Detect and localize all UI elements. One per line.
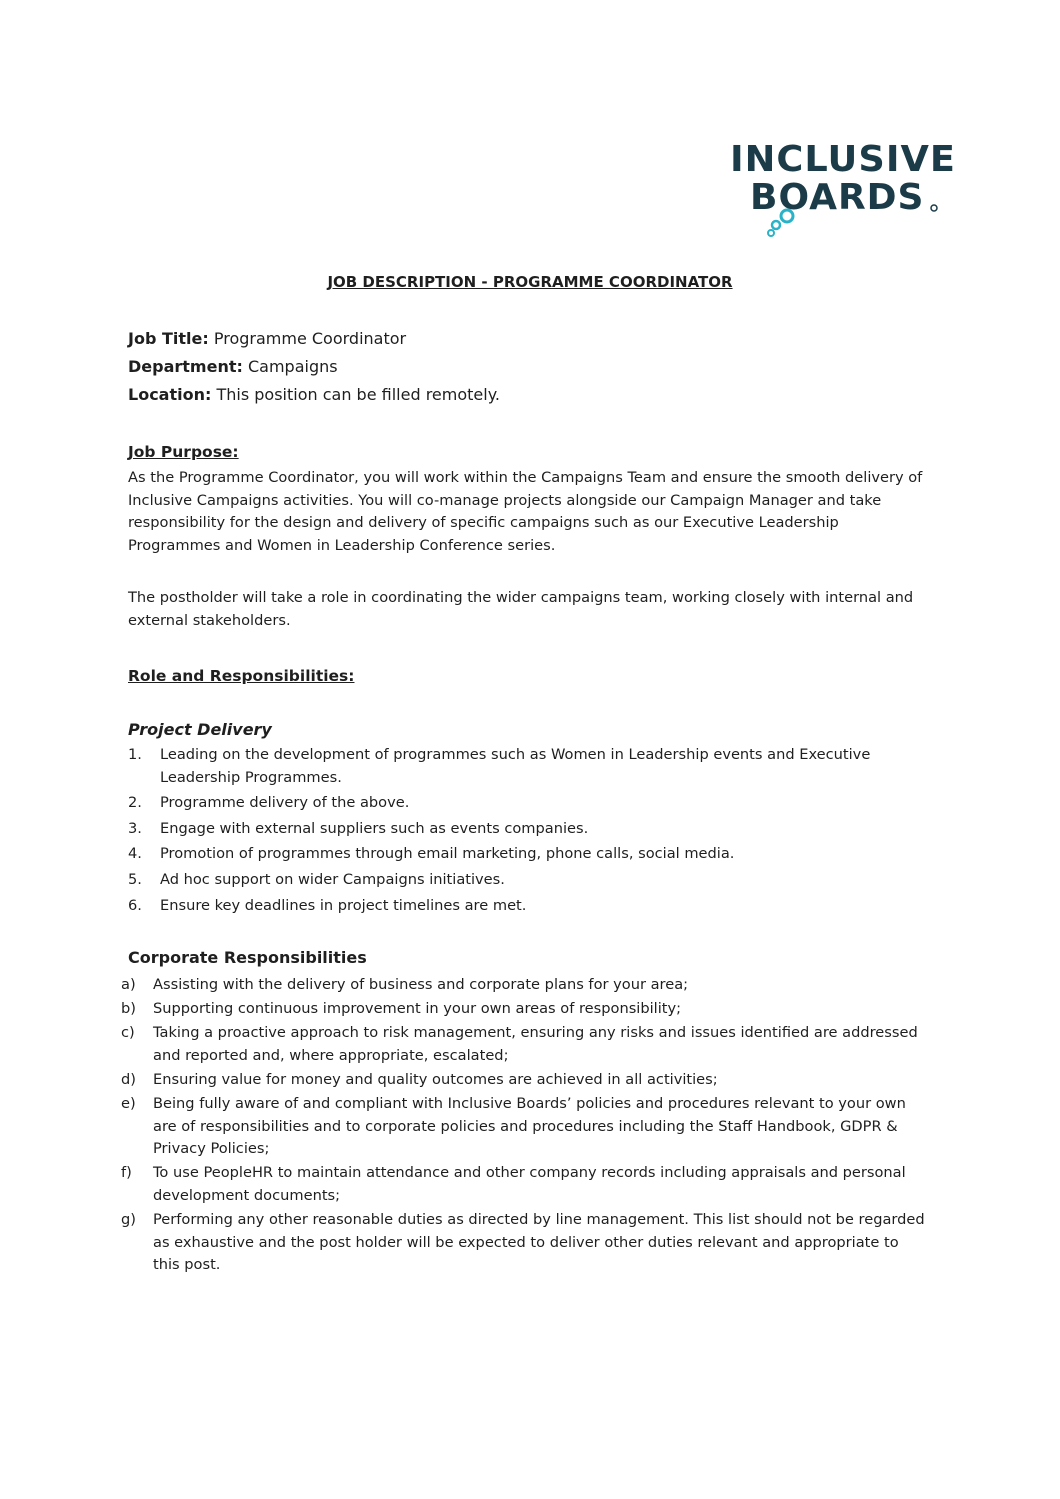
list-item: [121, 1209, 928, 1277]
corporate-responsibilities-list: [121, 974, 928, 1278]
list-marker: g): [121, 1210, 136, 1228]
list-item-text: Promotion of programmes through email marketing, phone calls, social media.: [160, 845, 735, 863]
list-item: [128, 744, 928, 789]
list-marker: 1.: [128, 746, 142, 763]
list-item-text: Performing any other reasonable duties as directed by line management. This list should not be regarded as exhaustive and the post holder will be expected to deliver other duties relevant and appropriate to this post.: [153, 1210, 925, 1274]
logo-text-line2: BOARDS: [750, 177, 925, 218]
list-item-text: Ensuring value for money and quality outcomes are achieved in all activities;: [153, 1070, 718, 1088]
list-item-text: Ensure key deadlines in project timelines are met.: [160, 896, 527, 914]
list-item: [121, 998, 928, 1021]
logo-bubbles-icon: [728, 140, 968, 240]
list-item-text: Assisting with the delivery of business and corporate plans for your area;: [153, 976, 689, 993]
list-marker: d): [121, 1070, 136, 1088]
field-value: Campaigns: [247, 357, 338, 376]
list-item: [121, 1093, 928, 1161]
corporate-responsibilities-heading: Corporate Responsibilities: [128, 948, 367, 967]
list-item: [128, 792, 928, 815]
list-item: [128, 843, 928, 866]
list-item-text: Taking a proactive approach to risk management, ensuring any risks and issues identified are addressed and reported and, where appropriate, escalated;: [153, 1024, 918, 1064]
list-marker: c): [121, 1024, 135, 1042]
list-item-text: To use PeopleHR to maintain attendance and other company records including appraisals and personal development documents;: [153, 1164, 906, 1204]
job-purpose-paragraph: The postholder will take a role in coordinating the wider campaigns team, working closely with internal and external stakeholders.: [128, 589, 914, 629]
list-marker: 5.: [128, 870, 142, 888]
field-value: Programme Coordinator: [213, 329, 407, 348]
list-marker: 3.: [128, 819, 142, 837]
list-item-text: Ad hoc support on wider Campaigns initiatives.: [160, 870, 505, 888]
field-value: This position can be filled remotely.: [216, 385, 500, 404]
list-item-text: Leading on the development of programmes such as Women in Leadership events and Executive Leadership Programmes.: [160, 746, 871, 786]
list-item-text: Engage with external suppliers such as events companies.: [160, 819, 589, 837]
job-title-field: [128, 328, 406, 350]
field-label: Location:: [128, 385, 212, 404]
list-item-text: Being fully aware of and compliant with Inclusive Boards’ policies and procedures relevant to your own are of responsibilities and to corporate policies and procedures including the Staff Handbook, GDPR & Privacy Policies;: [153, 1094, 906, 1158]
list-item: [121, 1022, 928, 1067]
roles-heading: Role and Responsibilities:: [128, 667, 355, 685]
list-marker: a): [121, 976, 136, 993]
list-marker: 2.: [128, 794, 142, 812]
document-title: JOB DESCRIPTION - PROGRAMME COORDINATOR: [327, 273, 733, 291]
list-marker: f): [121, 1164, 132, 1182]
company-logo: [728, 140, 968, 240]
list-item: [128, 895, 928, 918]
list-item-text: Programme delivery of the above.: [160, 794, 410, 812]
list-item: [128, 869, 928, 892]
list-marker: 4.: [128, 845, 142, 863]
job-purpose-heading: Job Purpose:: [128, 443, 239, 461]
location-field: [128, 384, 500, 406]
list-item: [121, 1069, 928, 1092]
list-item: [121, 1162, 928, 1207]
field-label: Job Title:: [128, 329, 209, 348]
logo-text-line1: INCLUSIVE: [730, 139, 957, 180]
project-delivery-list: [128, 744, 928, 920]
list-marker: e): [121, 1094, 136, 1112]
field-label: Department:: [128, 357, 243, 376]
list-item: [121, 974, 928, 997]
list-marker: 6.: [128, 896, 142, 914]
list-item: [128, 818, 928, 841]
list-marker: b): [121, 1000, 136, 1018]
project-delivery-heading: Project Delivery: [128, 720, 272, 739]
department-field: [128, 356, 338, 378]
job-purpose-paragraph: As the Programme Coordinator, you will work within the Campaigns Team and ensure the smooth delivery of Inclusive Campaigns activities. You will co-manage projects alongside our Campaign Manager and take responsibility for the design and delivery of specific campaigns such as our Executive Leadership Programmes and Women in Leadership Conference series.: [128, 469, 923, 554]
list-item-text: Supporting continuous improvement in your own areas of responsibility;: [153, 1000, 682, 1018]
